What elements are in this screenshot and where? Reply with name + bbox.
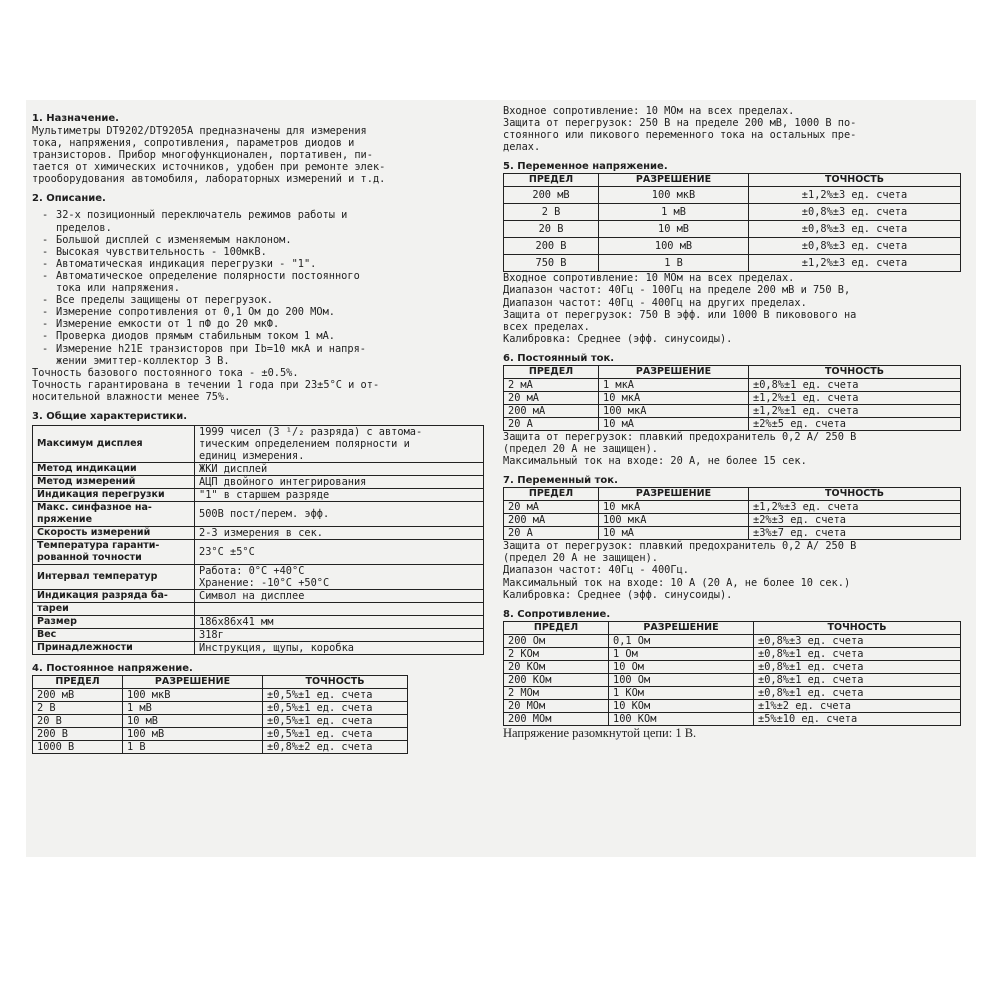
- sec8-title: 8. Сопротивление.: [503, 608, 611, 620]
- spec-key: Принадлежности: [33, 641, 195, 654]
- range-cell: 20 МОм: [504, 699, 609, 712]
- range-cell: 200 В: [33, 727, 123, 740]
- resolution-cell: 100 мкА: [599, 404, 749, 417]
- accuracy-cell: ±0,8%±3 ед. счета: [749, 221, 961, 238]
- table-row: [504, 404, 961, 417]
- table-row: [33, 526, 484, 539]
- accuracy-cell: ±0,8%±1 ед. счета: [754, 647, 961, 660]
- table-row: [33, 701, 408, 714]
- spec-value: 500В пост/перем. эфф.: [195, 501, 484, 526]
- spec-key: Макс. синфазное на- пряжение: [33, 501, 195, 526]
- spec-key: Максимум дисплея: [33, 425, 195, 462]
- note-line: Максимальный ток на входе: 20 А, не более 15 сек.: [503, 455, 807, 468]
- open-circuit-voltage-note: Напряжение разомкнутой цепи: 1 В.: [503, 725, 697, 740]
- column-header: ПРЕДЕЛ: [504, 365, 599, 378]
- range-cell: 2 МОм: [504, 686, 609, 699]
- accuracy-cell: ±3%±7 ед. счета: [749, 527, 961, 540]
- note-line: Защита от перегрузок: плавкий предохранитель 0,2 А/ 250 В: [503, 430, 857, 443]
- table-row: [33, 688, 408, 701]
- range-cell: 200 мА: [504, 514, 599, 527]
- note-line: Максимальный ток на входе: 10 А (20 А, не более 10 сек.): [503, 576, 851, 589]
- resolution-cell: 10 мкА: [599, 391, 749, 404]
- accuracy-cell: ±0,8%±1 ед. счета: [754, 660, 961, 673]
- accuracy-note: Точность базового постоянного тока - ±0.5%.: [32, 366, 299, 379]
- sec2-feature-list: [32, 209, 494, 366]
- range-cell: 20 мА: [504, 501, 599, 514]
- accuracy-cell: ±0,8%±3 ед. счета: [749, 238, 961, 255]
- table-row: [504, 238, 961, 255]
- sec1-title: 1. Назначение.: [32, 113, 119, 124]
- resolution-cell: 10 Ом: [609, 660, 754, 673]
- general-specs-table: [32, 425, 484, 655]
- accuracy-cell: ±0,5%±1 ед. счета: [263, 727, 408, 740]
- table-row: [504, 686, 961, 699]
- resolution-cell: 1 В: [123, 740, 263, 753]
- range-cell: 2 В: [33, 701, 123, 714]
- resolution-cell: 100 мкВ: [599, 187, 749, 204]
- accuracy-cell: ±0,5%±1 ед. счета: [263, 701, 408, 714]
- feature-item: - Измерение сопротивления от 0,1 Ом до 200 МОм.: [32, 306, 494, 318]
- spec-key: Метод измерений: [33, 475, 195, 488]
- resolution-cell: 1 мкА: [599, 378, 749, 391]
- table-row: [33, 740, 408, 753]
- accuracy-note: носительной влажности менее 75%.: [32, 390, 231, 403]
- accuracy-cell: ±1%±2 ед. счета: [754, 699, 961, 712]
- feature-item: - Большой дисплей с изменяемым наклоном.: [32, 234, 494, 246]
- spec-value: "1" в старшем разряде: [195, 488, 484, 501]
- resolution-cell: 100 мкА: [599, 514, 749, 527]
- table-row: [504, 712, 961, 725]
- note-line: Диапазон частот: 40Гц - 400Гц на других пределах.: [503, 296, 807, 309]
- accuracy-cell: ±2%±3 ед. счета: [749, 514, 961, 527]
- range-cell: 20 КОм: [504, 660, 609, 673]
- sec4-title: 4. Постоянное напряжение.: [32, 662, 193, 674]
- accuracy-cell: ±0,8%±1 ед. счета: [754, 686, 961, 699]
- table-row: [33, 714, 408, 727]
- table-row: [504, 204, 961, 221]
- feature-item: - Высокая чувствительность - 100мкВ.: [32, 246, 494, 258]
- table-row: [33, 539, 484, 564]
- table-row: [504, 660, 961, 673]
- spec-key: Размер: [33, 615, 195, 628]
- table-row: [33, 425, 484, 462]
- sec1-line: тока, напряжения, сопротивления, параметров диодов и: [32, 137, 355, 150]
- table-row: [33, 501, 484, 526]
- range-cell: 200 мВ: [33, 688, 123, 701]
- table-row: [33, 589, 484, 602]
- range-cell: 20 В: [33, 714, 123, 727]
- column-header: ТОЧНОСТЬ: [749, 174, 961, 187]
- spec-key: Метод индикации: [33, 462, 195, 475]
- accuracy-cell: ±1,2%±1 ед. счета: [749, 404, 961, 417]
- sec1-line: трооборудования автомобиля, лабораторных измерений и т.д.: [32, 173, 386, 186]
- sec2-title: 2. Описание.: [32, 193, 106, 205]
- resolution-cell: 1 В: [599, 255, 749, 272]
- resolution-cell: 1 Ом: [609, 647, 754, 660]
- dc-voltage-table: [32, 675, 408, 754]
- sec6-notes: [503, 431, 971, 467]
- accuracy-cell: ±0,8%±1 ед. счета: [754, 673, 961, 686]
- accuracy-cell: ±0,8%±3 ед. счета: [749, 204, 961, 221]
- accuracy-cell: ±1,2%±3 ед. счета: [749, 501, 961, 514]
- range-cell: 20 мА: [504, 391, 599, 404]
- resolution-cell: 10 КОм: [609, 699, 754, 712]
- table-row: [504, 634, 961, 647]
- spec-value: 186x86x41 мм: [195, 615, 484, 628]
- table-header-row: [33, 675, 408, 688]
- resolution-cell: 10 мкА: [599, 501, 749, 514]
- note-line: Калибровка: Среднее (эфф. синусоиды).: [503, 332, 733, 345]
- sec6-title: 6. Постоянный ток.: [503, 352, 615, 364]
- table-row: [504, 647, 961, 660]
- column-header: ТОЧНОСТЬ: [749, 365, 961, 378]
- note-line: всех пределах.: [503, 320, 590, 333]
- sec2-notes: [32, 367, 494, 403]
- table-header-row: [504, 365, 961, 378]
- note-line: Защита от перегрузок: 250 В на пределе 200 мВ, 1000 В по-: [503, 117, 857, 130]
- table-row: [33, 475, 484, 488]
- resolution-cell: 100 мкВ: [123, 688, 263, 701]
- note-line: стоянного или пикового переменного тока на остальных пре-: [503, 129, 857, 142]
- feature-item: - Все пределы защищены от перегрузок.: [32, 294, 494, 306]
- note-line: (предел 20 А не защищен).: [503, 443, 658, 456]
- column-header: ПРЕДЕЛ: [33, 675, 123, 688]
- spec-value: АЦП двойного интегрирования: [195, 475, 484, 488]
- table-row: [33, 628, 484, 641]
- spec-key: тареи: [33, 602, 195, 615]
- resolution-cell: 10 мВ: [123, 714, 263, 727]
- resolution-cell: 1 КОм: [609, 686, 754, 699]
- table-row: [504, 673, 961, 686]
- accuracy-cell: ±0,8%±3 ед. счета: [754, 634, 961, 647]
- table-row: [33, 462, 484, 475]
- column-header: РАЗРЕШЕНИЕ: [123, 675, 263, 688]
- resolution-cell: 10 мА: [599, 527, 749, 540]
- table-row: [504, 699, 961, 712]
- resolution-cell: 1 мВ: [599, 204, 749, 221]
- column-header: РАЗРЕШЕНИЕ: [599, 174, 749, 187]
- feature-item: - 32-х позиционный переключатель режимов работы и пределов.: [32, 209, 494, 233]
- accuracy-cell: ±2%±5 ед. счета: [749, 417, 961, 430]
- table-header-row: [504, 174, 961, 187]
- range-cell: 200 Ом: [504, 634, 609, 647]
- accuracy-cell: ±0,8%±1 ед. счета: [749, 378, 961, 391]
- table-row: [504, 514, 961, 527]
- table-row: [33, 641, 484, 654]
- range-cell: 200 В: [504, 238, 599, 255]
- range-cell: 2 КОм: [504, 647, 609, 660]
- accuracy-cell: ±5%±10 ед. счета: [754, 712, 961, 725]
- column-header: ТОЧНОСТЬ: [754, 621, 961, 634]
- spec-key: Индикация перегрузки: [33, 488, 195, 501]
- resolution-cell: 0,1 Ом: [609, 634, 754, 647]
- column-header: РАЗРЕШЕНИЕ: [609, 621, 754, 634]
- table-row: [33, 602, 484, 615]
- sec1-line: транзисторов. Прибор многофункционален, портативен, пи-: [32, 149, 373, 162]
- right-column: [503, 100, 971, 740]
- resistance-table: [503, 621, 961, 726]
- note-line: (предел 20 А не защищен).: [503, 552, 658, 565]
- ac-current-table: [503, 487, 961, 540]
- column-header: ТОЧНОСТЬ: [263, 675, 408, 688]
- spec-value: Инструкция, щупы, коробка: [195, 641, 484, 654]
- range-cell: 750 В: [504, 255, 599, 272]
- table-row: [504, 221, 961, 238]
- table-row: [504, 187, 961, 204]
- sec7-title: 7. Переменный ток.: [503, 475, 618, 487]
- accuracy-note: Точность гарантирована в течении 1 года при 23±5°C и от-: [32, 378, 380, 391]
- spec-value: 23°C ±5°C: [195, 539, 484, 564]
- accuracy-cell: ±0,5%±1 ед. счета: [263, 714, 408, 727]
- resolution-cell: 100 мВ: [123, 727, 263, 740]
- accuracy-cell: ±0,8%±2 ед. счета: [263, 740, 408, 753]
- feature-item: - Автоматическое определение полярности постоянного тока или напряжения.: [32, 270, 494, 294]
- resolution-cell: 10 мА: [599, 417, 749, 430]
- left-column: [32, 100, 494, 754]
- table-row: [504, 391, 961, 404]
- spec-key: Температура гаранти- рованной точности: [33, 539, 195, 564]
- dc-voltage-notes: [503, 105, 971, 153]
- resolution-cell: 1 мВ: [123, 701, 263, 714]
- accuracy-cell: ±1,2%±1 ед. счета: [749, 391, 961, 404]
- sec3-title: 3. Общие характеристики.: [32, 410, 188, 422]
- spec-key: Индикация разряда ба-: [33, 589, 195, 602]
- ac-voltage-table: [503, 173, 961, 272]
- table-row: [33, 488, 484, 501]
- spec-value: 2-3 измерения в сек.: [195, 526, 484, 539]
- resolution-cell: 10 мВ: [599, 221, 749, 238]
- range-cell: 200 КОм: [504, 673, 609, 686]
- instruction-sheet: [26, 100, 976, 857]
- range-cell: 2 В: [504, 204, 599, 221]
- column-header: РАЗРЕШЕНИЕ: [599, 365, 749, 378]
- sec7-notes: [503, 540, 971, 600]
- spec-value: 1999 чисел (3 ¹/₂ разряда) с автома- тическим определением полярности и единиц измерения.: [195, 425, 484, 462]
- note-line: Входное сопротивление: 10 МОм на всех пределах.: [503, 105, 795, 117]
- spec-value: 318г: [195, 628, 484, 641]
- spec-key: Скорость измерений: [33, 526, 195, 539]
- feature-item: - Автоматическая индикация перегрузки - "1".: [32, 258, 494, 270]
- table-row: [504, 255, 961, 272]
- range-cell: 200 мВ: [504, 187, 599, 204]
- column-header: ПРЕДЕЛ: [504, 174, 599, 187]
- table-row: [33, 727, 408, 740]
- column-header: РАЗРЕШЕНИЕ: [599, 488, 749, 501]
- range-cell: 1000 В: [33, 740, 123, 753]
- spec-value: ЖКИ дисплей: [195, 462, 484, 475]
- column-header: ПРЕДЕЛ: [504, 488, 599, 501]
- range-cell: 2 мА: [504, 378, 599, 391]
- table-row: [504, 378, 961, 391]
- table-row: [33, 564, 484, 589]
- table-row: [33, 615, 484, 628]
- resolution-cell: 100 КОм: [609, 712, 754, 725]
- table-header-row: [504, 488, 961, 501]
- sec5-notes: [503, 272, 971, 345]
- table-row: [504, 527, 961, 540]
- table-row: [504, 501, 961, 514]
- sec1-line: Мультиметры DT9202/DT9205A предназначены для измерения: [32, 125, 367, 137]
- feature-item: - Измерение емкости от 1 пФ до 20 мкФ.: [32, 318, 494, 330]
- note-line: Диапазон частот: 40Гц - 100Гц на пределе 200 мВ и 750 В,: [503, 284, 851, 297]
- feature-item: - Проверка диодов прямым стабильным током 1 мА.: [32, 330, 494, 342]
- note-line: Защита от перегрузок: 750 В эфф. или 1000 В пиковового на: [503, 308, 857, 321]
- table-row: [504, 417, 961, 430]
- resolution-cell: 100 Ом: [609, 673, 754, 686]
- range-cell: 20 В: [504, 221, 599, 238]
- accuracy-cell: ±1,2%±3 ед. счета: [749, 187, 961, 204]
- range-cell: 200 МОм: [504, 712, 609, 725]
- spec-key: Интервал температур: [33, 564, 195, 589]
- spec-value: [195, 602, 484, 615]
- accuracy-cell: ±1,2%±3 ед. счета: [749, 255, 961, 272]
- feature-item: - Измерение h21E транзисторов при Ib=10 мкА и напря- жении эмиттер-коллектор 3 В.: [32, 343, 494, 367]
- range-cell: 20 А: [504, 417, 599, 430]
- note-line: Диапазон частот: 40Гц - 400Гц.: [503, 564, 689, 577]
- sec1-body: [32, 125, 494, 185]
- dc-current-table: [503, 365, 961, 431]
- sec1-line: тается от химических источников, удобен при ремонте элек-: [32, 161, 386, 174]
- range-cell: 20 А: [504, 527, 599, 540]
- spec-value: Работа: 0°C +40°C Хранение: -10°C +50°C: [195, 564, 484, 589]
- sec5-title: 5. Переменное напряжение.: [503, 161, 668, 173]
- accuracy-cell: ±0,5%±1 ед. счета: [263, 688, 408, 701]
- note-line: делах.: [503, 141, 541, 154]
- note-line: Калибровка: Среднее (эфф. синусоиды).: [503, 588, 733, 601]
- table-header-row: [504, 621, 961, 634]
- note-line: Защита от перегрузок: плавкий предохранитель 0,2 А/ 250 В: [503, 540, 857, 553]
- spec-key: Вес: [33, 628, 195, 641]
- range-cell: 200 мА: [504, 404, 599, 417]
- spec-value: Символ на дисплее: [195, 589, 484, 602]
- column-header: ТОЧНОСТЬ: [749, 488, 961, 501]
- resolution-cell: 100 мВ: [599, 238, 749, 255]
- note-line: Входное сопротивление: 10 МОм на всех пределах.: [503, 272, 795, 285]
- column-header: ПРЕДЕЛ: [504, 621, 609, 634]
